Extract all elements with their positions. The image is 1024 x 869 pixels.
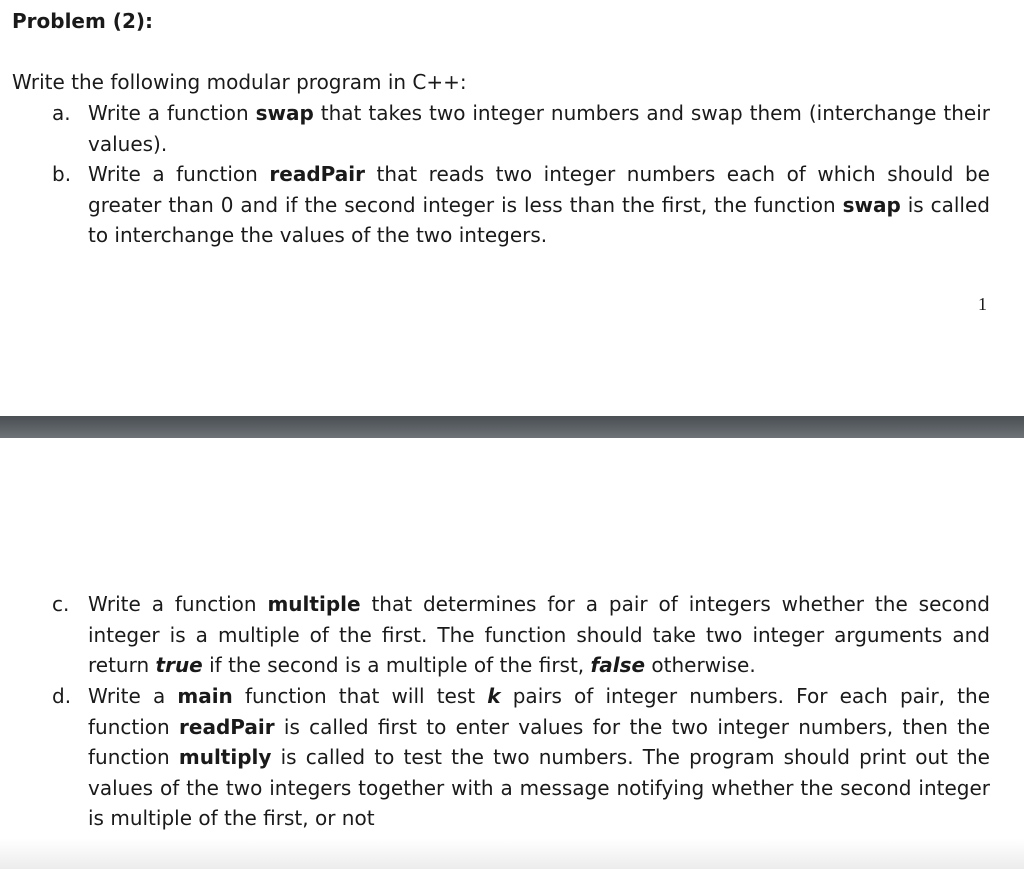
keyword-readpair: readPair (269, 162, 365, 186)
keyword-main: main (177, 684, 233, 708)
keyword-false: false (590, 653, 646, 677)
list-marker: d. (52, 684, 72, 708)
list-marker: b. (52, 162, 72, 186)
list-item-a (52, 98, 990, 159)
list-marker: c. (52, 592, 70, 616)
document-page-2 (0, 438, 1024, 869)
list-item-d (52, 681, 990, 834)
list-item-c (52, 589, 990, 681)
problem-title: Problem (2): (12, 9, 153, 33)
page-separator (0, 416, 1024, 438)
list-item-text: Write a function swap that takes two integer numbers and swap them (interchange their values). (88, 101, 990, 156)
keyword-multiply: multiply (178, 745, 272, 769)
list-item-text: Write a main function that will test k pairs of integer numbers. For each pair, the function readPair is called first to enter values for the two integer numbers, then the function multiply is called to test the two numbers. The program should print out the values of the two integers together with a message notifying whether the second integer is multiple of the first, or not (88, 684, 991, 830)
list-item-text: Write a function multiple that determines for a pair of integers whether the second integer is a multiple of the first. The function should take two integer arguments and return true if the second is a multiple of the first, false otherwise. (88, 592, 990, 677)
keyword-readpair: readPair (179, 714, 275, 739)
document-page-1 (0, 0, 1024, 416)
keyword-multiple: multiple (267, 592, 361, 616)
problem-intro: Write the following modular program in C++: (12, 70, 467, 94)
page-number: 1 (978, 294, 987, 314)
keyword-swap: swap (255, 101, 314, 125)
keyword-true: true (155, 653, 203, 677)
keyword-k: k (487, 684, 501, 708)
keyword-swap: swap (842, 192, 901, 217)
list-item-b (52, 159, 990, 251)
list-marker: a. (52, 101, 71, 125)
list-item-text: Write a function readPair that reads two integer numbers each of which should be greater than 0 and if the second integer is less than the first, the function swap is called to interchange the values of the two integers. (88, 162, 990, 247)
